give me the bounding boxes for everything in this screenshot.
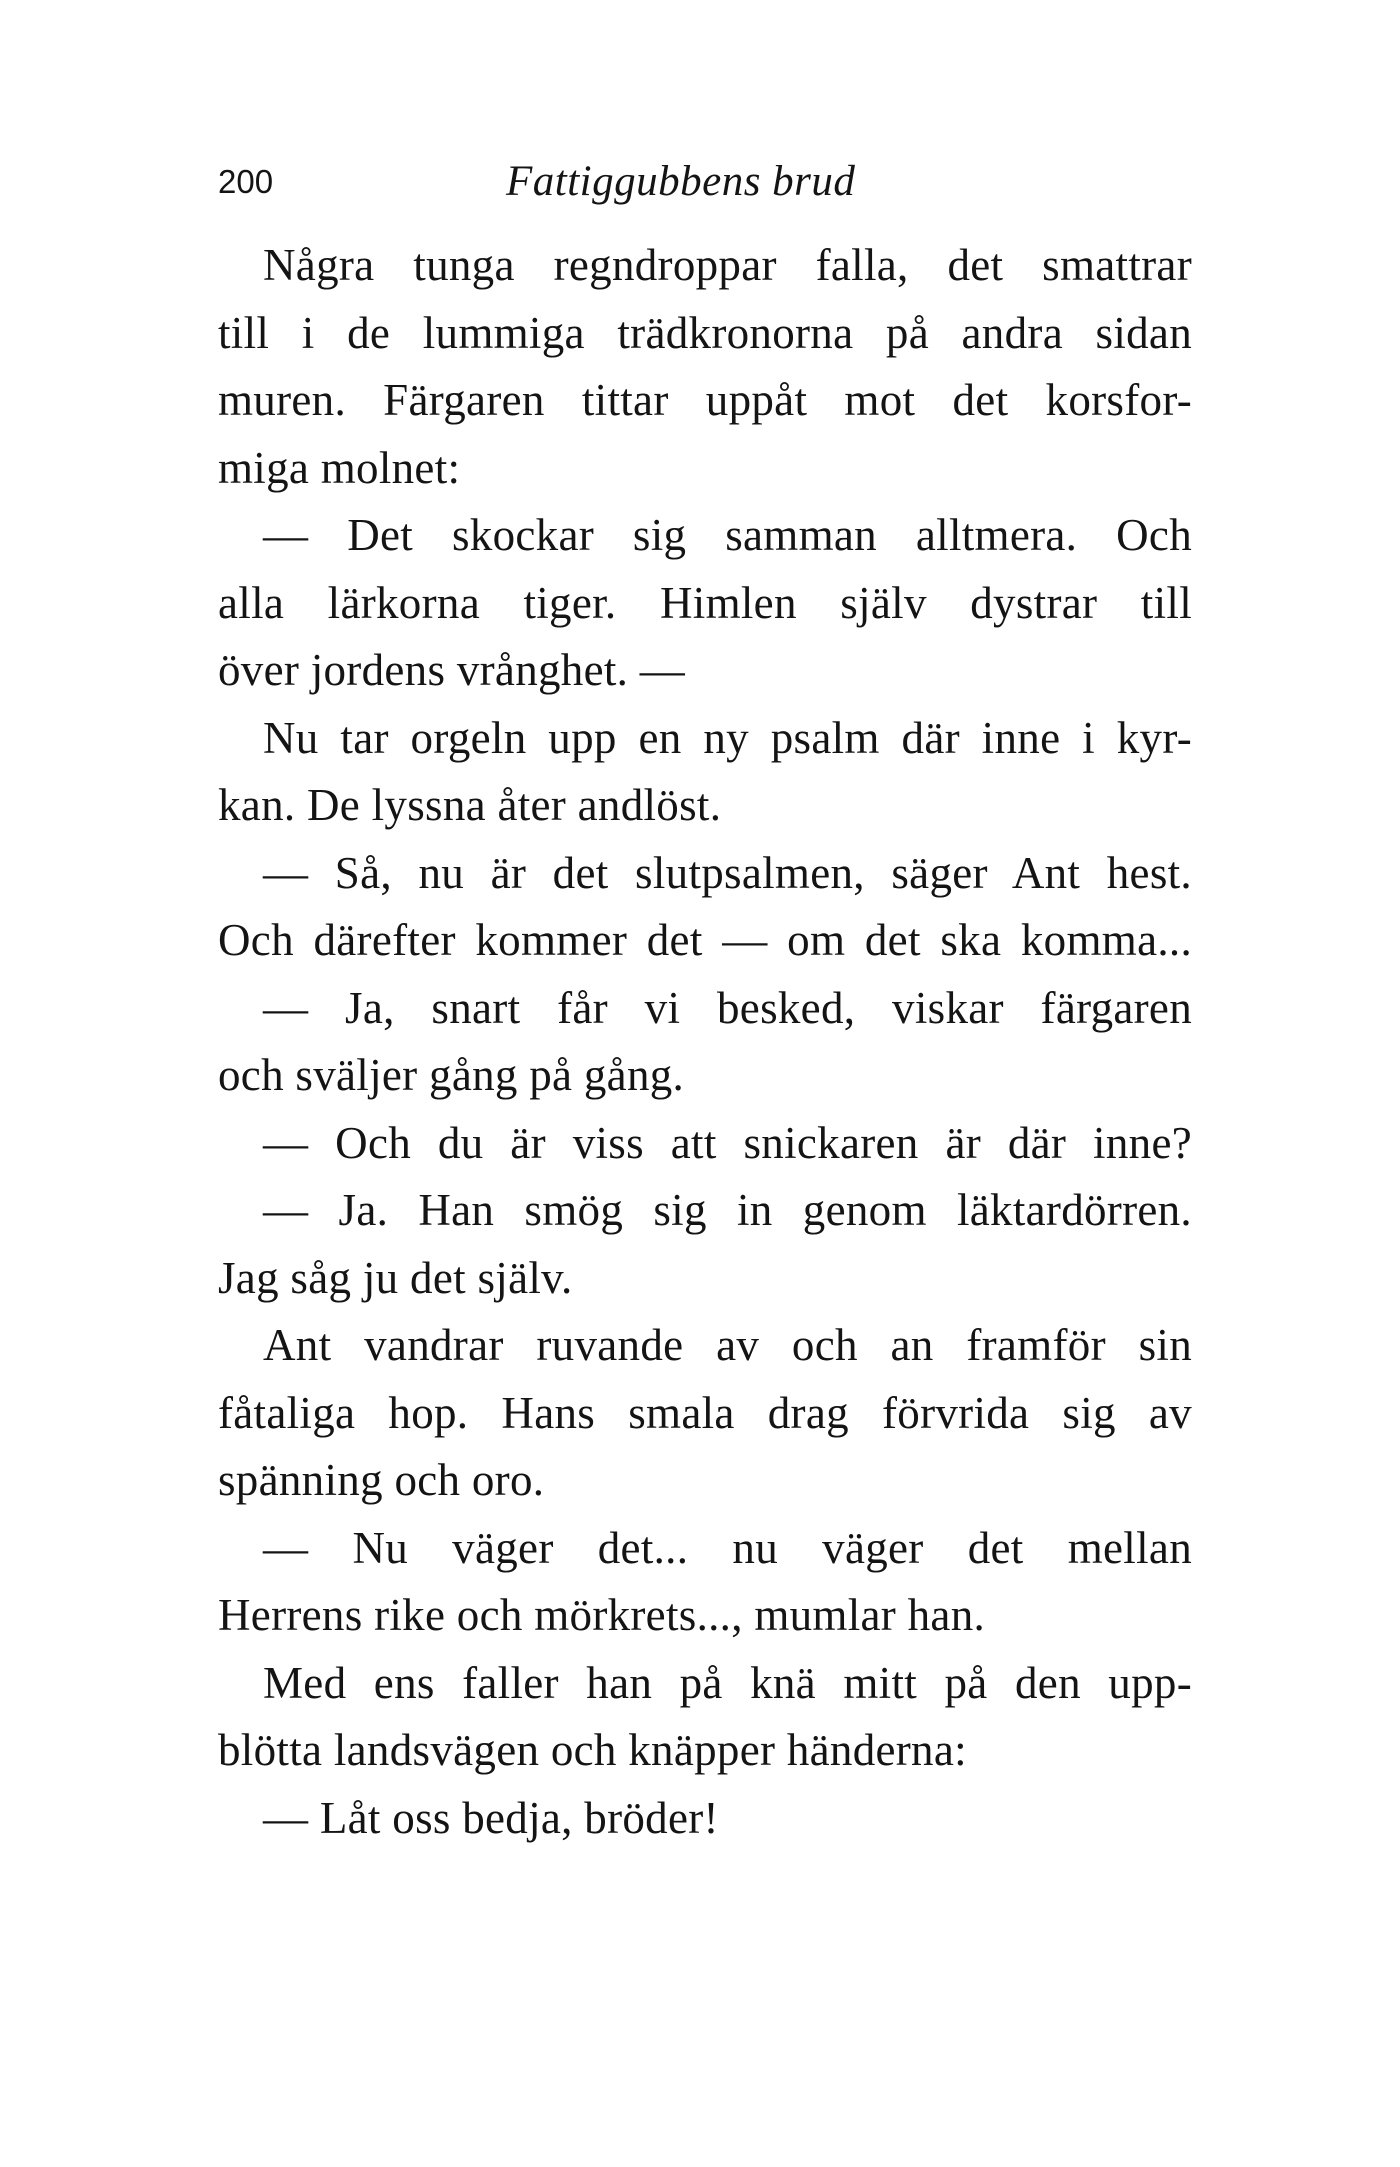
body-text xyxy=(218,232,1192,1852)
text-line: till i de lummiga trädkronorna på andra sidan xyxy=(218,307,1192,358)
page-number: 200 xyxy=(218,163,274,200)
text-line: — Nu väger det... nu väger det mellan xyxy=(263,1522,1192,1573)
text-line: Nu tar orgeln upp en ny psalm där inne i kyr- xyxy=(263,712,1192,763)
text-line: Några tunga regndroppar falla, det smattrar xyxy=(263,240,1192,290)
text-line: — Ja. Han smög sig in genom läktardörren. xyxy=(263,1185,1192,1235)
text-line: alla lärkorna tiger. Himlen själv dystrar till xyxy=(218,577,1192,628)
text-line: Jag såg ju det själv. xyxy=(218,1252,573,1303)
text-line: — Ja, snart får vi besked, viskar färgaren xyxy=(263,982,1192,1033)
text-line: kan. De lyssna åter andlöst. xyxy=(218,780,722,830)
text-line: Herrens rike och mörkrets..., mumlar han. xyxy=(218,1590,986,1640)
book-title: Fattiggubbens brud xyxy=(506,158,856,205)
text-line: och sväljer gång på gång. xyxy=(218,1050,685,1100)
text-line: fåtaliga hop. Hans smala drag förvrida sig av xyxy=(218,1387,1192,1438)
text-line: — Låt oss bedja, bröder! xyxy=(263,1792,719,1843)
text-line: Med ens faller han på knä mitt på den upp- xyxy=(263,1657,1192,1708)
text-line: — Och du är viss att snickaren är där inne? xyxy=(263,1117,1192,1168)
text-line: muren. Färgaren tittar uppåt mot det korsfor- xyxy=(218,375,1192,425)
text-line: miga molnet: xyxy=(218,442,461,493)
text-line: Och därefter kommer det — om det ska komma... xyxy=(218,915,1192,965)
text-line: spänning och oro. xyxy=(218,1455,545,1505)
text-line: blötta landsvägen och knäpper händerna: xyxy=(218,1725,967,1775)
text-line: — Så, nu är det slutpsalmen, säger Ant hest. xyxy=(263,847,1192,898)
text-line: Ant vandrar ruvande av och an framför sin xyxy=(263,1320,1192,1370)
text-line: — Det skockar sig samman alltmera. Och xyxy=(263,510,1192,560)
running-head xyxy=(218,152,1198,212)
text-line: över jordens vrånghet. — xyxy=(218,645,686,695)
